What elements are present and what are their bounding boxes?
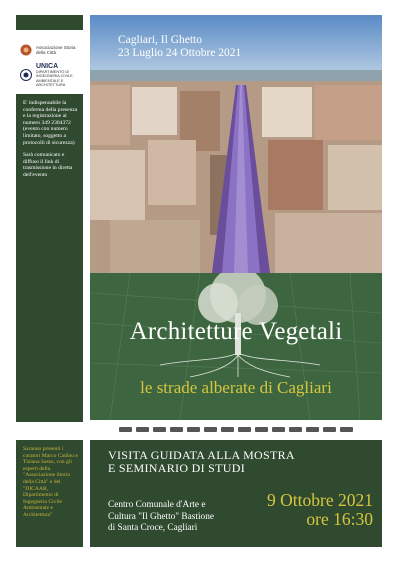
association-logo: [20, 39, 82, 61]
venue-line3: di Santa Croce, Cagliari: [108, 523, 198, 533]
curators-panel: [16, 440, 83, 547]
event-dates: 23 Luglio 24 Ottobre 2021: [118, 47, 242, 59]
sponsor-logo: [289, 427, 302, 432]
sponsor-logo: [221, 427, 234, 432]
sponsor-logo: [187, 427, 200, 432]
sponsor-logo: [153, 427, 166, 432]
association-name: Associazione Storia della Città: [36, 45, 76, 55]
unica-logo: [20, 64, 82, 86]
sponsor-logo: [255, 427, 268, 432]
event-type-line1: VISITA GUIDATA ALLA MOSTRA: [108, 448, 295, 462]
venue-line1: Centro Comunale d'Arte e: [108, 500, 206, 510]
registration-panel: [16, 94, 83, 422]
sponsor-logo: [170, 427, 183, 432]
sponsor-logo: [119, 427, 132, 432]
exhibition-subtitle: le strade alberate di Cagliari: [140, 378, 332, 397]
event-type-line2: E SEMINARIO DI STUDI: [108, 460, 245, 475]
unica-brand: UNICA: [36, 63, 59, 71]
sponsor-logos-strip: [90, 420, 382, 438]
curators-info: Saranno presenti i curatori Marco Cadinu e Tiziana Sassu, con gli esperti della "Associazione Storia della Città" e del "DICAAR, Dipartimento di Ingegneria Civile Ambientale e Architettura": [23, 446, 78, 518]
sponsor-logo: [323, 427, 336, 432]
event-time: ore 16:30: [306, 509, 373, 529]
venue-line2: Cultura "Il Ghetto" Bastione: [108, 511, 214, 522]
event-location: Cagliari, Il Ghetto: [118, 34, 202, 46]
sponsor-logo: [238, 427, 251, 432]
sponsor-logo: [272, 427, 285, 432]
event-datetime: [245, 491, 373, 529]
sun-emblem-icon: [20, 44, 32, 56]
exhibition-title: Architetture Vegetali: [129, 318, 343, 345]
sponsor-logo: [204, 427, 217, 432]
streaming-info: Sarà comunicato e diffuso il link di trasmissione in diretta dell'evento: [23, 152, 73, 178]
unica-text-block: [36, 63, 82, 87]
top-accent-bar: [16, 15, 83, 30]
event-venue: [108, 500, 258, 535]
registration-info: E' indispensabile la conferma della presenza e la registrazione al numero 349 2304372 (evento con numero limitato, soggetto a protocolli di sicurezza): [23, 100, 78, 146]
event-type: [108, 449, 295, 474]
event-date: 9 Ottobre 2021: [267, 490, 373, 510]
unica-department: DIPARTIMENTO DI INGEGNERIA CIVILE, AMBIENTALE E ARCHITETTURA: [36, 70, 74, 87]
sponsor-logo: [340, 427, 353, 432]
university-seal-icon: [20, 69, 32, 81]
event-header: [118, 34, 241, 60]
sponsor-logo: [306, 427, 319, 432]
sponsor-logo: [136, 427, 149, 432]
